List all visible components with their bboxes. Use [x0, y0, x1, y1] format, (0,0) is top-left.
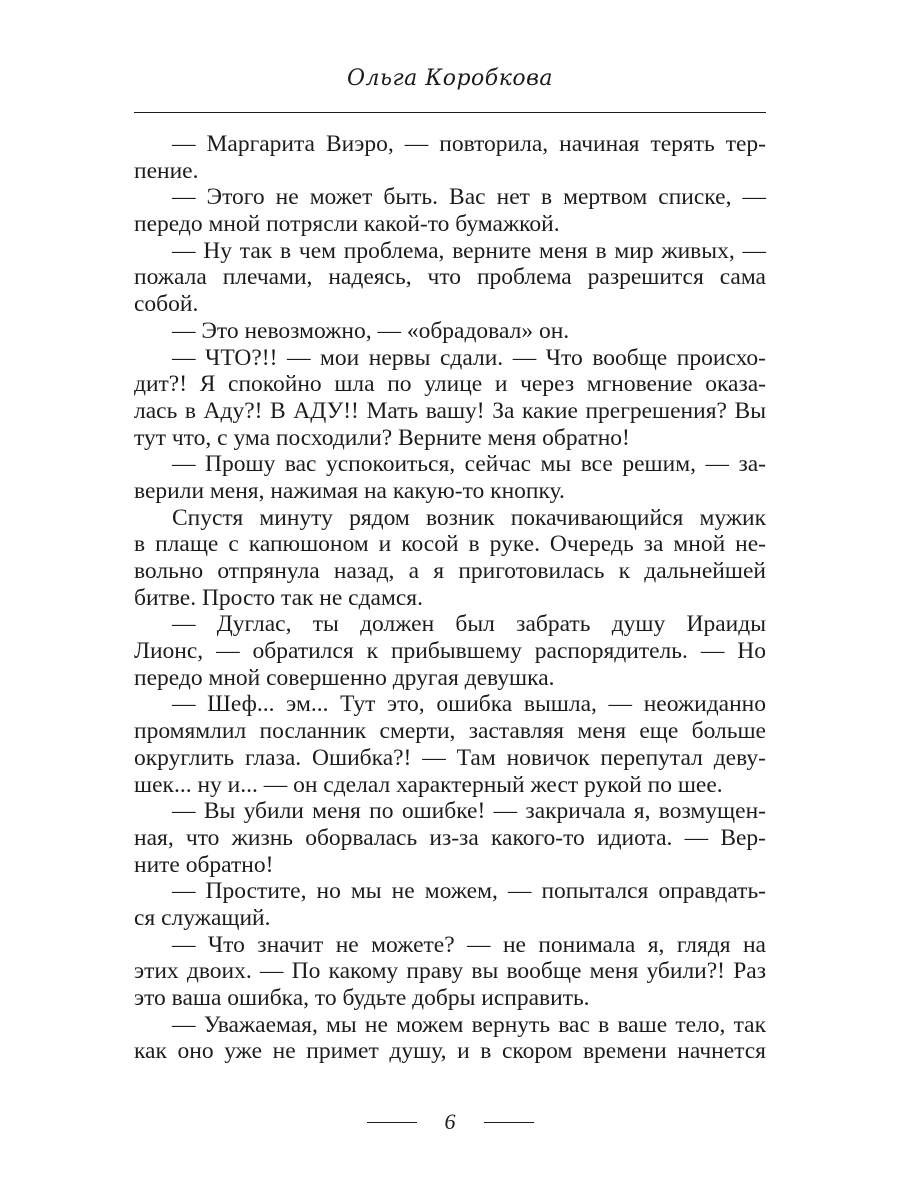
text-line: — Маргарита Виэро, — повторила, начиная терять тер- [172, 131, 766, 157]
text-line: собой. [134, 291, 199, 318]
page-number: 6 [444, 1109, 456, 1134]
folio-right-dash [484, 1122, 534, 1123]
text-line: — Простите, но мы не можем, — попытался оправдать- [172, 878, 766, 905]
text-line: пожала плечами, надеясь, что проблема разрешится сама [134, 264, 766, 291]
text-line: тут что, с ума посходили? Верните меня обратно! [134, 424, 630, 451]
text-line: битве. Просто так не сдамся. [134, 584, 423, 611]
text-line: вольно отпрянула назад, а я приготовилась к дальнейшей [134, 558, 766, 584]
text-line: передо мной потрясли какой-то бумажкой. [134, 211, 560, 238]
text-line: этих двоих. — По какому праву вы вообще меня убили?! Раз [134, 958, 766, 985]
body-text [134, 131, 766, 1065]
text-line: верили меня, нажимая на какую-то кнопку. [134, 477, 565, 504]
text-line: шек... ну и... — он сделал характерный жест рукой по шее. [134, 771, 723, 798]
text-line: промямлил посланник смерти, заставляя меня еще больше [134, 718, 766, 745]
text-line: передо мной совершенно другая девушка. [134, 664, 555, 691]
text-line: — Прошу вас успокоиться, сейчас мы все решим, — за- [172, 451, 766, 478]
running-head-author: Ольга Коробкова [346, 66, 554, 91]
text-line: как оно уже не примет душу, и в скором времени начнется [134, 1038, 766, 1065]
page-footer [0, 1107, 900, 1137]
text-line: — Уважаемая, мы не можем вернуть вас в ваше тело, так [172, 1011, 766, 1038]
header-rule [134, 112, 766, 113]
folio-left-dash [367, 1122, 417, 1123]
text-line: дит?! Я спокойно шла по улице и через мгновение оказа- [134, 371, 766, 398]
text-line: ся служащий. [134, 904, 271, 931]
text-line: — Шеф... эм... Тут это, ошибка вышла, — неожиданно [172, 691, 766, 718]
text-line: — Это невозможно, — «обрадовал» он. [172, 317, 570, 344]
text-line: лась в Аду?! В АДУ!! Мать вашу! За какие прегрешения? Вы [134, 397, 766, 424]
text-line: ните обратно! [134, 851, 274, 878]
text-line: — Вы убили меня по ошибке! — закричала я, возмущен- [172, 798, 766, 825]
text-line: Лионс, — обратился к прибывшему распорядитель. — Но [134, 638, 766, 665]
text-line: — Что значит не можете? — не понимала я, глядя на [172, 931, 766, 958]
text-line: Спустя минуту рядом возник покачивающийся мужик [172, 504, 766, 531]
text-line: округлить глаза. Ошибка?! — Там новичок перепутал деву- [134, 744, 766, 771]
text-line: это ваша ошибка, то будьте добры исправить. [134, 985, 590, 1011]
text-line: — Ну так в чем проблема, верните меня в мир живых, — [172, 237, 766, 264]
text-line: — ЧТО?!! — мои нервы сдали. — Что вообще происхо- [172, 344, 766, 371]
text-line: в плаще с капюшоном и косой в руке. Очередь за мной не- [134, 531, 766, 558]
text-line: — Дуглас, ты должен был забрать душу Ираиды [172, 611, 766, 638]
text-line: пение. [134, 157, 199, 184]
text-line: ная, что жизнь оборвалась из-за какого-то идиота. — Вер- [134, 824, 766, 851]
text-line: — Этого не может быть. Вас нет в мертвом списке, — [172, 184, 766, 211]
